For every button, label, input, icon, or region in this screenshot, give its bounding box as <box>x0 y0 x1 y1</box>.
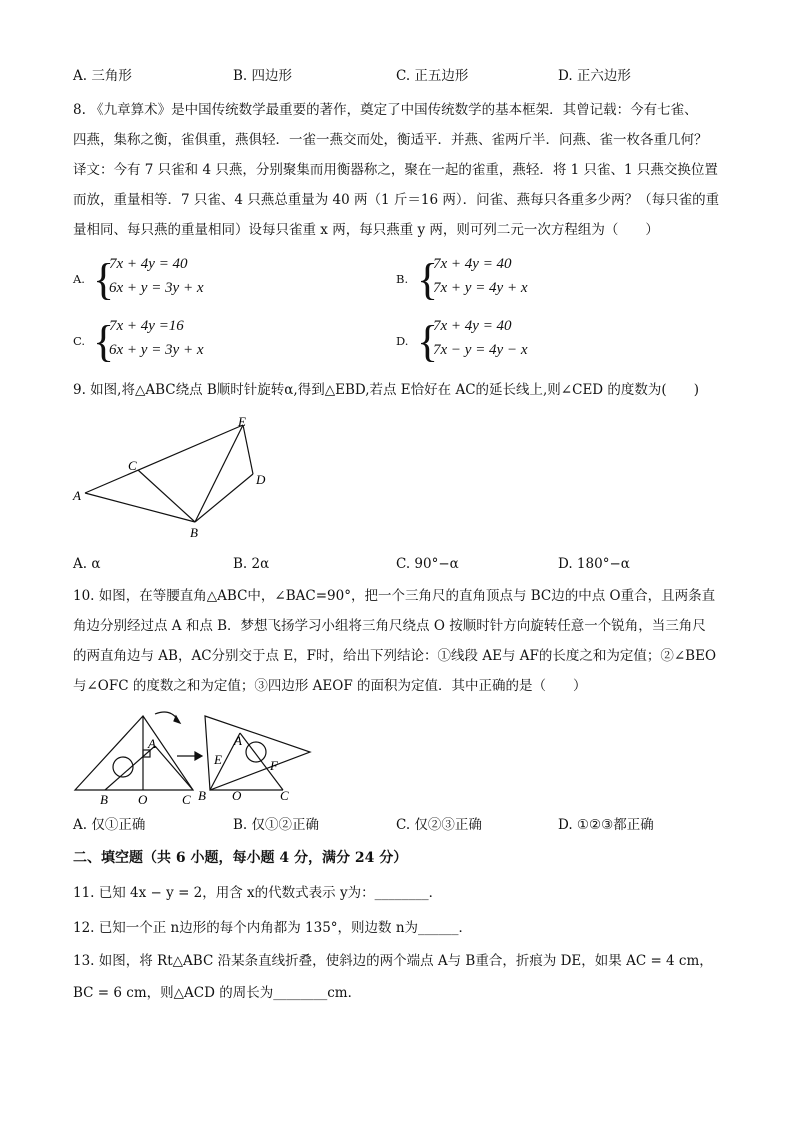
left-point-b-label: B <box>100 792 108 807</box>
brace-icon: { <box>417 317 439 366</box>
q12-text: 12. 已知一个正 n边形的每个内角都为 135°，则边数 n为______． <box>73 920 473 936</box>
equation-1: 7x + 4y = 40 <box>433 256 512 272</box>
q10-figure <box>70 708 320 808</box>
left-point-a-label: A <box>148 736 156 751</box>
q10-option-b: B. 仅①②正确 <box>233 817 320 833</box>
q8-option-a-label: A. <box>73 272 85 286</box>
right-point-o-label: O <box>232 788 242 803</box>
q8-option-d-label: D. <box>396 334 409 348</box>
q9-figure <box>70 410 280 545</box>
q10-line-4: 与∠OFC 的度数之和为定值；③四边形 AEOF 的面积为定值．其中正确的是（ ） <box>73 678 587 694</box>
q10-option-a: A. 仅①正确 <box>73 817 146 833</box>
q10-line-1: 10. 如图，在等腰直角△ABC中，∠BAC=90°，把一个三角尺的直角顶点与 BC边的中点 O重合，且两条直 <box>73 588 716 604</box>
q10-option-c: C. 仅②③正确 <box>396 817 482 833</box>
q7-option-a: A. 三角形 <box>73 68 132 84</box>
q13-line-2: BC = 6 cm，则△ACD 的周长为________cm． <box>73 985 362 1001</box>
q8-option-c-system <box>93 318 293 368</box>
q8-line-1: 8. 《九章算术》是中国传统数学最重要的著作，奠定了中国传统数学的基本框架．其曾记载：今有七雀、 <box>73 102 698 118</box>
brace-icon: { <box>93 317 115 366</box>
q9-option-b: B. 2α <box>233 556 270 572</box>
q8-line-3: 译文：今有 7 只雀和 4 只燕，分别聚集而用衡器称之，聚在一起的雀重，燕轻．将 1 只雀、1 只燕交换位置 <box>73 162 718 178</box>
q10-option-d: D. ①②③都正确 <box>558 817 654 833</box>
brace-icon: { <box>417 255 439 304</box>
point-b-label: B <box>190 525 198 540</box>
left-point-c-label: C <box>182 792 191 807</box>
q8-line-4: 而放，重量相等．7 只雀、4 只燕总重量为 40 两（1 斤＝16 两）．问雀、燕每只各重多少两？（每只雀的重 <box>73 192 720 208</box>
q11-text: 11. 已知 4x − y = 2，用含 x的代数式表示 y为：________． <box>73 885 443 901</box>
equation-2: 6x + y = 3y + x <box>109 280 204 296</box>
point-e-label: E <box>238 414 246 429</box>
right-point-f-label: F <box>270 758 278 773</box>
brace-icon: { <box>93 255 115 304</box>
right-point-e-label: E <box>214 752 222 767</box>
q8-option-b-system <box>417 256 617 306</box>
equation-2: 7x + y = 4y + x <box>433 280 528 296</box>
q8-line-5: 量相同、每只燕的重量相同）设每只雀重 x 两，每只燕重 y 两，则可列二元一次方程组为（ ） <box>73 222 659 238</box>
q7-option-b: B. 四边形 <box>233 68 293 84</box>
q7-option-d: D. 正六边形 <box>558 68 631 84</box>
q10-line-2: 角边分别经过点 A 和点 B．梦想飞扬学习小组将三角尺绕点 O 按顺时针方向旋转任意一个锐角，当三角尺 <box>73 618 706 634</box>
q13-line-1: 13. 如图，将 Rt△ABC 沿某条直线折叠，使斜边的两个端点 A与 B重合，折痕为 DE，如果 AC = 4 cm， <box>73 953 713 969</box>
point-c-label: C <box>128 458 137 473</box>
right-point-a-label: A <box>234 733 242 748</box>
q8-option-c-label: C. <box>73 334 86 348</box>
point-d-label: D <box>256 472 266 487</box>
q10-line-3: 的两直角边与 AB，AC分别交于点 E，F时，给出下列结论：①线段 AE与 AF的长度之和为定值；②∠BEO <box>73 648 717 664</box>
left-point-o-label: O <box>138 792 148 807</box>
q7-option-c: C. 正五边形 <box>396 68 469 84</box>
equation-2: 6x + y = 3y + x <box>109 342 204 358</box>
equation-2: 7x − y = 4y − x <box>433 342 528 358</box>
equation-1: 7x + 4y = 40 <box>433 318 512 334</box>
right-point-c-label: C <box>280 788 289 803</box>
q9-option-a: A. α <box>73 556 101 572</box>
q9-text: 9. 如图,将△ABC绕点 B顺时针旋转α,得到△EBD,若点 E恰好在 AC的延长线上,则∠CED 的度数为( ) <box>73 382 699 398</box>
q8-option-d-system <box>417 318 617 368</box>
q9-option-c: C. 90°−α <box>396 556 459 572</box>
q9-option-d: D. 180°−α <box>558 556 630 572</box>
right-point-b-label: B <box>198 788 206 803</box>
point-a-label: A <box>73 488 81 503</box>
equation-1: 7x + 4y =16 <box>109 318 184 334</box>
q8-option-a-system <box>93 256 293 306</box>
equation-1: 7x + 4y = 40 <box>109 256 188 272</box>
q8-option-b-label: B. <box>396 272 409 286</box>
q8-line-2: 四燕，集称之衡，雀俱重，燕俱轻．一雀一燕交而处，衡适平．并燕、雀两斤半．问燕、雀一枚各重几何？ <box>73 132 708 148</box>
section-heading: 二、填空题（共 6 小题，每小题 4 分，满分 24 分） <box>73 850 408 866</box>
